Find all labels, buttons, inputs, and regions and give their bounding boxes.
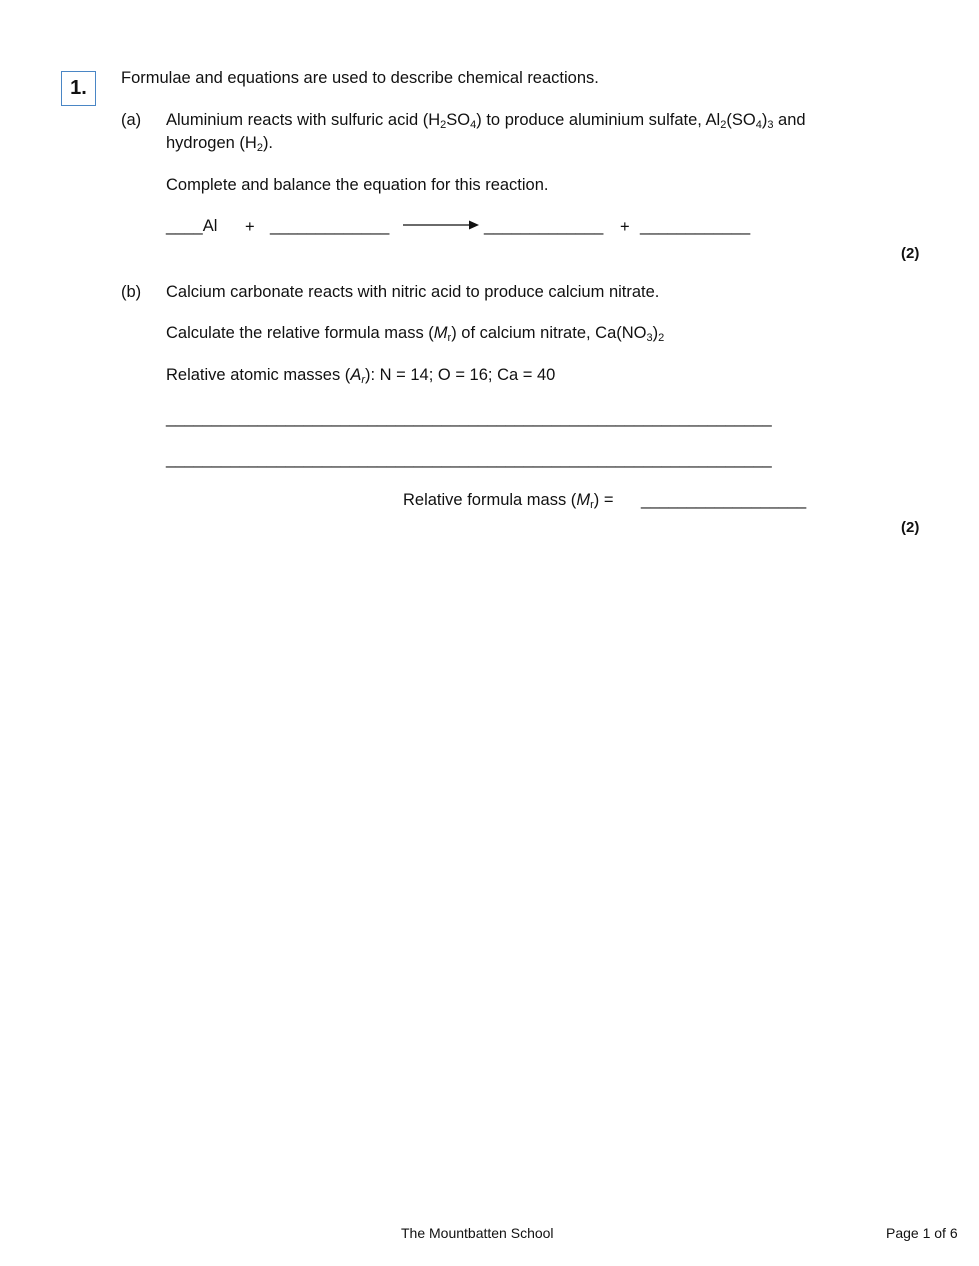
footer-school: The Mountbatten School bbox=[401, 1225, 554, 1241]
equation-plus-2: + bbox=[620, 218, 630, 236]
equation-plus-1: + bbox=[245, 218, 255, 236]
relative-atomic-masses: Relative atomic masses $(A_r)$: N = 14; O = 16; Ca = 40 bbox=[166, 366, 556, 386]
footer-page-number: Page 1 of 6 bbox=[886, 1225, 958, 1241]
reaction-arrow-icon bbox=[403, 219, 479, 231]
part-b-calc-instruction: Calculate the relative formula mass $(M_r)$ of calcium nitrate, $Ca(NO_3)_2$ bbox=[166, 324, 665, 344]
product-blank-2[interactable]: ____________ bbox=[640, 217, 751, 235]
part-a-instruction: Complete and balance the equation for this reaction. bbox=[166, 176, 549, 194]
part-b-marks: (2) bbox=[901, 519, 920, 536]
part-a-marks: (2) bbox=[901, 245, 920, 262]
part-b-label: (b) bbox=[121, 283, 142, 301]
part-b-intro: Calcium carbonate reacts with nitric acid to produce calcium nitrate. bbox=[166, 283, 660, 301]
equation-aluminium: ____Al bbox=[166, 217, 218, 235]
reactant-blank[interactable]: _____________ bbox=[270, 217, 390, 235]
working-line-1[interactable]: __________________________________________________________________ bbox=[166, 409, 772, 427]
working-line-2[interactable]: __________________________________________________________________ bbox=[166, 450, 772, 468]
question-number-box bbox=[61, 71, 96, 106]
product-blank-1[interactable]: _____________ bbox=[484, 217, 604, 235]
part-a-line1: Aluminium reacts with sulfuric acid $(H_2SO_4)$ to produce aluminium sulfate, $Al_2(SO_4)_3$ and bbox=[166, 111, 806, 131]
question-number: 1. bbox=[70, 77, 87, 99]
question-intro: Formulae and equations are used to describe chemical reactions. bbox=[121, 69, 599, 87]
part-a-line2: hydrogen $(H_2)$. bbox=[166, 134, 274, 154]
relative-formula-mass-answer[interactable]: __________________ bbox=[641, 491, 807, 509]
relative-formula-mass-label: Relative formula mass $(M_r)$ = bbox=[403, 491, 614, 511]
part-a-label: (a) bbox=[121, 111, 142, 129]
